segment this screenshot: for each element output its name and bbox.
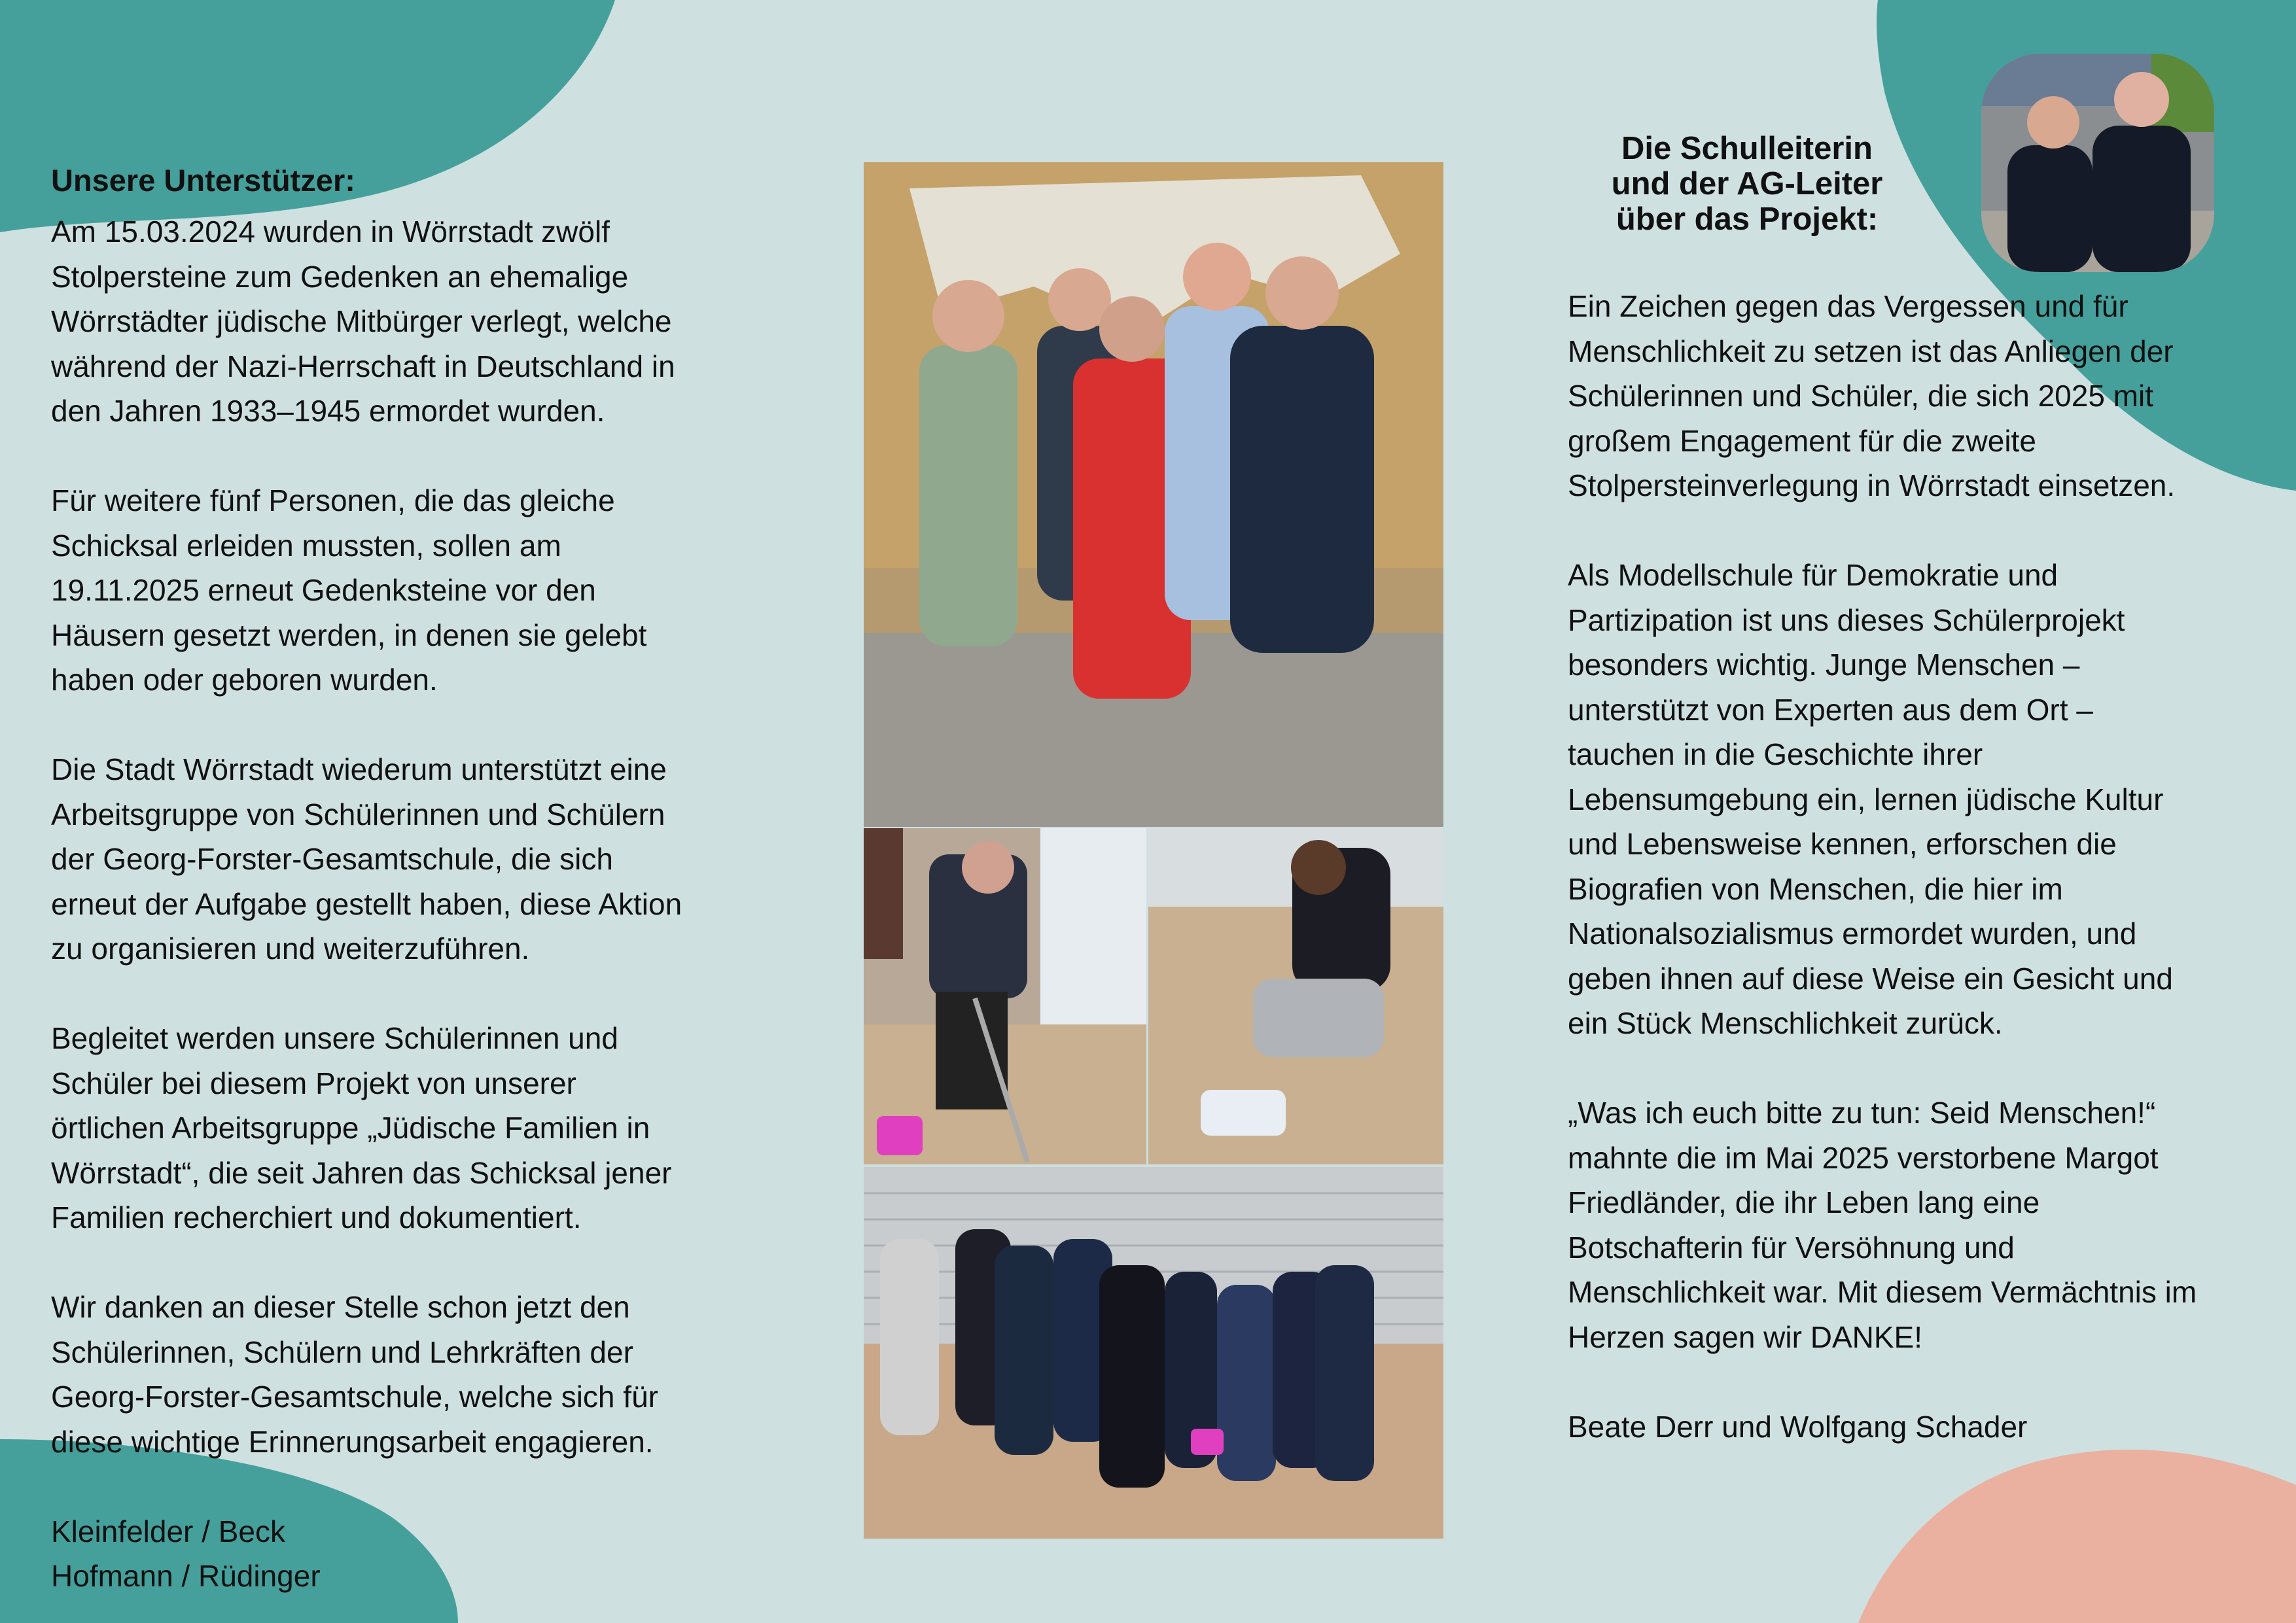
supporters-section: [51, 161, 758, 1599]
principal-paragraph-3: „Was ich euch bitte zu tun: Seid Menschen!“ mahnte die im Mai 2025 verstorbene Margot Friedländer, die ihr Leben lang eine Botschafterin für Versöhnung und Menschlichkeit war. Mit diesem Vermächtnis im Herzen sagen wir DANKE!: [1568, 1096, 2197, 1354]
supporters-paragraph-5: Wir danken an dieser Stelle schon jetzt den Schülerinnen, Schülern und Lehrkräften der Georg-Forster-Gesamtschule, welche sich für diese wichtige Erinnerungsarbeit engagieren.: [51, 1290, 658, 1459]
principal-signature: Beate Derr und Wolfgang Schader: [1568, 1409, 2028, 1444]
principal-section: [1568, 284, 2261, 1449]
principal-paragraph-2: Als Modellschule für Demokratie und Partizipation ist uns dieses Schülerprojekt besonders wichtig. Junge Menschen – unterstützt von Experten aus dem Ort – tauchen in die Geschichte ihrer Lebensumgebung ein, lernen jüdische Kultur und Lebensweise kennen, erforschen die Biografien von Menschen, die hier im Nationalsozialismus ermordet wurden, und geben ihnen auf diese Weise ein Gesicht und ein Stück Menschlichkeit zurück.: [1568, 558, 2173, 1040]
adult-figures: [919, 243, 1374, 699]
photo-boy-cleaning-stones: [864, 828, 1146, 1164]
supporters-paragraph-4: Begleitet werden unsere Schülerinnen und Schüler bei diesem Projekt von unserer örtlichen Arbeitsgruppe „Jüdische Familien in Wörrstadt“, die seit Jahren das Schicksal jener Familien recherchiert und dokumentiert.: [51, 1021, 672, 1234]
photo-girl-cleaning-stones: [1148, 828, 1443, 1164]
portrait-photo-principal-and-ag-leader: [1981, 54, 2214, 272]
principal-paragraph-1: Ein Zeichen gegen das Vergessen und für Menschlichkeit zu setzen ist das Anliegen der Schülerinnen und Schüler, die sich 2025 mit großem Engagement für die zweite Stolpersteinverlegung in Wörrstadt einsetzen.: [1568, 289, 2176, 502]
supporters-signature: Kleinfelder / Beck Hofmann / Rüdinger: [51, 1514, 321, 1593]
group-photo-students: [864, 1167, 1443, 1539]
supporters-heading: Unsere Unterstützer:: [51, 163, 355, 198]
supporters-paragraph-3: Die Stadt Wörrstadt wiederum unterstützt eine Arbeitsgruppe von Schülerinnen und Schülern der Georg-Forster-Gesamtschule, die sich erneut der Aufgabe gestellt haben, diese Aktion zu organisieren und weiterzuführen.: [51, 752, 682, 966]
group-photo-adults: [864, 162, 1443, 827]
supporters-paragraph-2: Für weitere fünf Personen, die das gleiche Schicksal erleiden mussten, sollen am 19.11.2025 erneut Gedenksteine vor den Häusern gesetzt werden, in denen sie gelebt haben oder geboren wurden.: [51, 483, 647, 697]
supporters-paragraph-1: Am 15.03.2024 wurden in Wörrstadt zwölf Stolpersteine zum Gedenken an ehemalige Wörrstädter jüdische Mitbürger verlegt, welche während der Nazi-Herrschaft in Deutschland in den Jahren 1933–1945 ermordet wurden.: [51, 215, 675, 428]
principal-heading: Die Schulleiterin und der AG-Leiter über das Projekt:: [1611, 131, 1883, 237]
